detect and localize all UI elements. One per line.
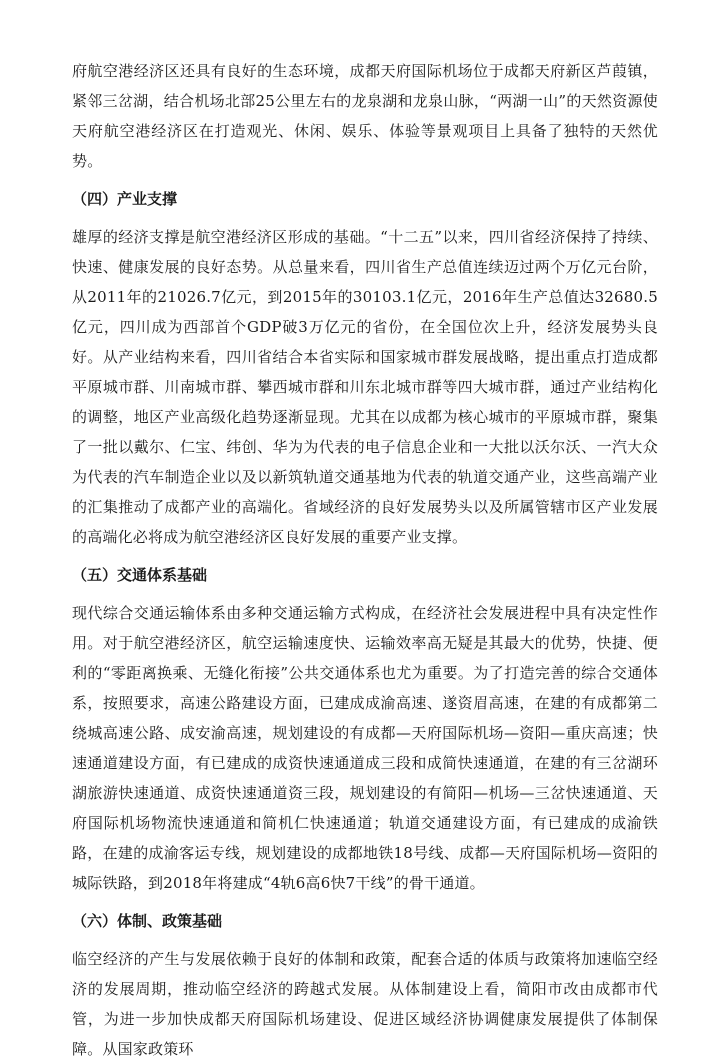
heading-transport-system: （五）交通体系基础 (72, 566, 208, 584)
paragraph-industry-support: 雄厚的经济支撑是航空港经济区形成的基础。“十二五”以来，四川省经济保持了持续、快速、健康发展的良好态势。从总量来看，四川省生产总值连续迈过两个万亿元台阶，从2011年的21026.7亿元，到2015年的30103.1亿元，2016年生产总值达32680.5亿元，四川成为西部首个GDP破3万亿元的省份，在全国位次上升，经济发展势头良好。从产业结构来看，四川省结合本省实际和国家城市群发展战略，提出重点打造成都平原城市群、川南城市群、攀西城市群和川东北城市群等四大城市群，通过产业结构化的调整，地区产业高级化趋势逐渐显现。尤其在以成都为核心城市的平原城市群，聚集了一批以戴尔、仁宝、纬创、华为为代表的电子信息企业和一大批以沃尔沃、一汽大众为代表的汽车制造企业以及以新筑轨道交通基地为代表的轨道交通产业，这些高端产业的汇集推动了成都产业的高端化。省域经济的良好发展势头以及所属管辖市区产业发展的高端化必将成为航空港经济区良好发展的重要产业支撑。 (72, 228, 658, 546)
paragraph-policy-basis: 临空经济的产生与发展依赖于良好的体制和政策，配套合适的体质与政策将加速临空经济的发展周期，推动临空经济的跨越式发展。从体制建设上看，简阳市改由成都市代管，为进一步加快成都天府国际机场建设、促进区域经济协调健康发展提供了体制保障。从国家政策环 (72, 950, 658, 1058)
heading-policy-basis: （六）体制、政策基础 (72, 912, 223, 930)
document-page (72, 56, 658, 1064)
paragraph-transport-system: 现代综合交通运输体系由多种交通运输方式构成，在经济社会发展进程中具有决定性作用。对于航空港经济区，航空运输速度快、运输效率高无疑是其最大的优势，快捷、便利的“零距离换乘、无缝化衔接”公共交通体系也尤为重要。为了打造完善的综合交通体系，按照要求，高速公路建设方面，已建成成渝高速、遂资眉高速，在建的有成都第二绕城高速公路、成安渝高速，规划建设的有成都—天府国际机场—资阳—重庆高速；快速通道建设方面，有已建成的成资快速通道成三段和成简快速通道，在建的有三岔湖环湖旅游快速通道、成资快速通道资三段，规划建设的有简阳—机场—三岔快速通道、天府国际机场物流快速通道和简机仁快速通道；轨道交通建设方面，有已建成的成渝铁路，在建的成渝客运专线，规划建设的成都地铁18号线、成都—天府国际机场—资阳的城际铁路，到2018年将建成“4轨6高6快7干线”的骨干通道。 (72, 604, 658, 892)
paragraph-intro: 府航空港经济区还具有良好的生态环境，成都天府国际机场位于成都天府新区芦葭镇，紧邻三岔湖，结合机场北部25公里左右的龙泉湖和龙泉山脉，“两湖一山”的天然资源使天府航空港经济区在打造观光、休闲、娱乐、体验等景观项目上具备了独特的天然优势。 (72, 62, 658, 170)
heading-industry-support: （四）产业支撑 (72, 190, 178, 208)
